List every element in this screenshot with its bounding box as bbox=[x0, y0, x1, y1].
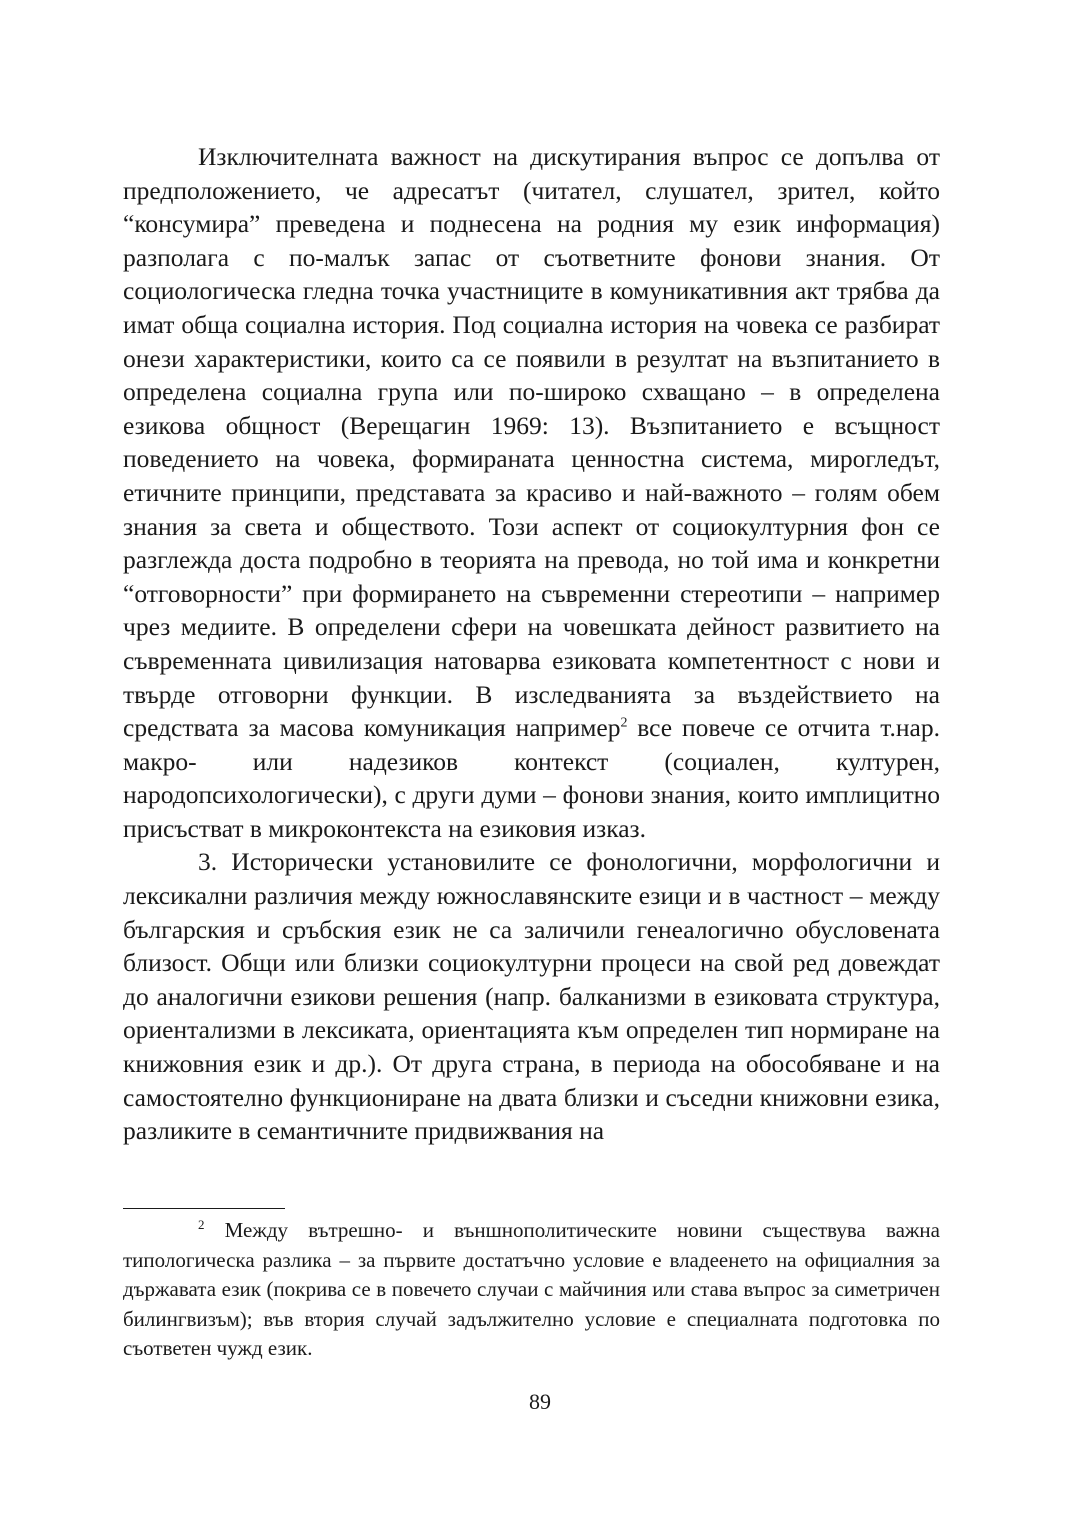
paragraph-2: 3. Исторически установилите се фонологични, морфологични и лексикални различия между южнославянските езици и в частност – между българския и сръбския език не са заличили генеалогично обусловената близост. Общи или близки социокултурни процеси на свой ред довеждат до аналогични езикови решения (напр. балканизми в езиковата структура, ориентализми в лексиката, ориентацията към определен тип нормиране на книжовния език и др.). От друга страна, в периода на обособяване и на самостоятелно функциониране на двата близки и съседни книжовни езика, разликите в семантичните придвижвания на bbox=[123, 847, 940, 1146]
footnote-marker: 2 bbox=[198, 1217, 205, 1232]
paragraph-1 bbox=[123, 140, 940, 845]
footnote-reference: 2 bbox=[620, 715, 628, 731]
page-number: 89 bbox=[529, 1389, 551, 1414]
paragraph-1-text-continued: все повече се отчита т.нар. макро- или надезиков контекст (социален, културен, народопсихологически), с други думи – фонови знания, които имплицитно присъстват в микроконтекста на езиковия изказ. bbox=[123, 713, 940, 843]
footnote-text: Между вътрешно- и външнополитическите новини съществува важна типологическа разлика – за първите достатъчно условие е владеенето на официалния за държавата език (покрива се в повечето случаи с майчиния или става въпрос за симетричен билингвизъм); във втория случай задължително условие е специалната подготовка по съответен чужд език. bbox=[123, 1218, 940, 1360]
body-text bbox=[123, 140, 940, 1148]
footnote-divider bbox=[123, 1208, 285, 1209]
footnote bbox=[123, 1216, 940, 1364]
paragraph-1-text: Изключителната важност на дискутирания въпрос се допълва от предположението, че адресатът (читател, слушател, зрител, който “консумира” преведена и поднесена на родния му език информация) разполага с по-малък запас от съответните фонови знания. От социологическа гледна точка участниците в комуникативния акт трябва да имат обща социална история. Под социална история на човека се разбират онези характеристики, които са се появили в резултат на възпитанието в определена социална група или по-широко схващано – в определена езикова общност (Верещагин 1969: 13). Възпитанието е всъщност поведението на човека, формираната ценностна система, мирогледът, етичните принципи, представата за красиво и най-важното – голям обем знания за света и обществото. Този аспект от социокултурния фон се разглежда доста подробно в теорията на превода, но той има и конкретни “отговорности” при формирането на съвременни стереотипи – например чрез медиите. В определени сфери на човешката дейност развитието на съвременната цивилизация натоварва езиковата компетентност с нови и твърде отговорни функции. В изследванията за въздействието на средствата за масова комуникация например bbox=[123, 142, 940, 743]
